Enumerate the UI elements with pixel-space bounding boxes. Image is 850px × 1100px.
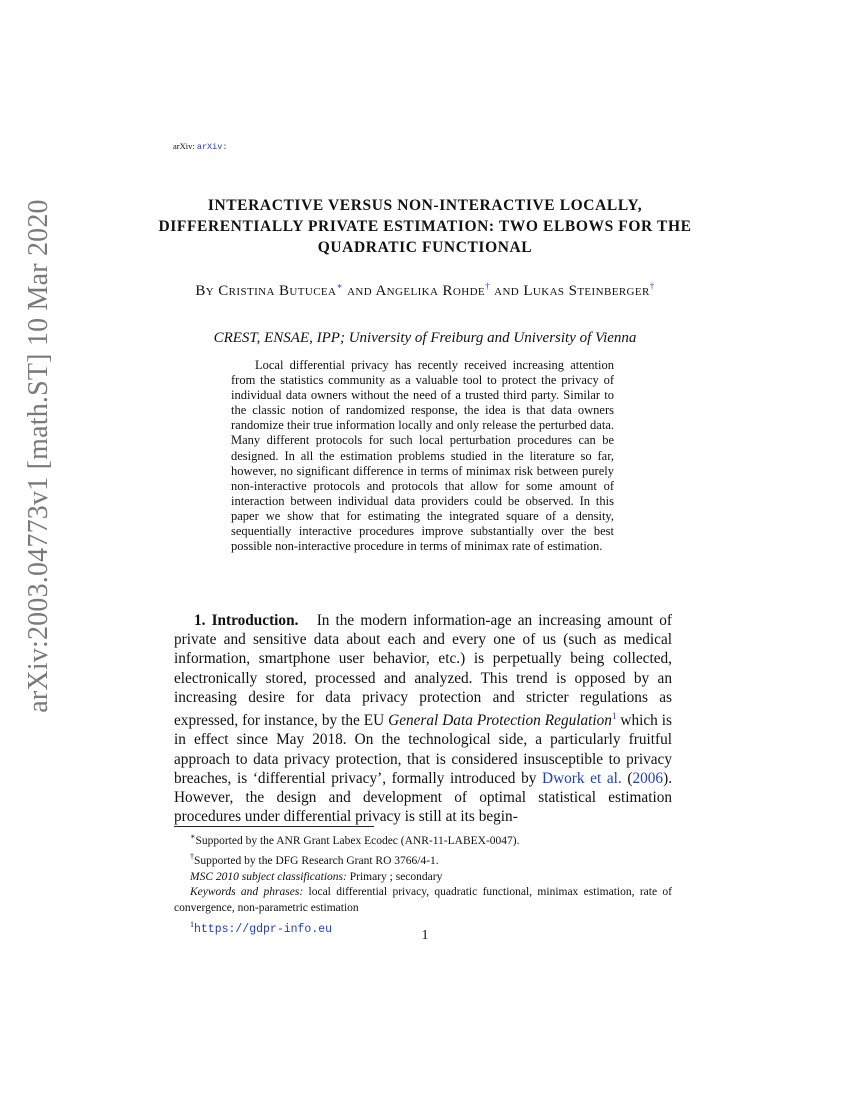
page-number: 1 xyxy=(421,928,429,943)
msc-label: MSC 2010 subject classifications: xyxy=(190,870,347,883)
keywords-text: local differential privacy, quadratic functional, minimax estimation, rate of convergence, non-parametric estimation xyxy=(174,886,672,915)
footnote-mark: 1 xyxy=(190,919,194,929)
citation-paren: ) xyxy=(663,769,669,787)
intro-text: which is in effect since May 2018. On the technological side, a particularly fruitful approach to data privacy protection, that is considered insusceptible to privacy breaches, is ‘differential privacy’, formally introduced by xyxy=(174,712,672,787)
by-label: By xyxy=(195,283,219,299)
introduction-section xyxy=(174,611,672,826)
footnote-text: Supported by the DFG Research Grant RO 3766/4-1. xyxy=(194,855,439,868)
msc-text: Primary ; secondary xyxy=(346,870,443,883)
footnote-ref-1[interactable]: 1 xyxy=(611,711,617,722)
author-rohde: Angelika Rohde xyxy=(375,283,486,299)
paper-title: INTERACTIVE VERSUS NON-INTERACTIVE LOCALLY, DIFFERENTIALLY PRIVATE ESTIMATION: TWO ELBOWS FOR THE QUADRATIC FUNCTIONAL xyxy=(158,197,692,256)
footnotes xyxy=(174,829,672,937)
journal-header xyxy=(173,141,227,152)
citation-author-link[interactable]: Dwork et al. xyxy=(542,769,622,787)
header-prefix: arXiv: xyxy=(173,141,195,151)
footnote-mark-star[interactable]: ∗ xyxy=(336,281,343,291)
footnote-dfg xyxy=(174,849,672,869)
author-steinberger: Lukas Steinberger xyxy=(523,283,650,299)
intro-text: . However, the design and development of optimal statistical estimation procedures under differential privacy is still at its begin- xyxy=(174,769,673,826)
affiliations: CREST, ENSAE, IPP; University of Freiburg and University of Vienna xyxy=(213,330,637,346)
footnote-mark: ∗ xyxy=(190,832,196,841)
footnote-anr xyxy=(174,829,672,849)
footnote-mark-dagger[interactable]: † xyxy=(649,281,655,291)
and-label: and xyxy=(342,283,376,299)
intro-text: In the modern information-age an increasing amount of private and sensitive data about each and every one of us (such as medical information, smartphone user behavior, etc.) is perpetually being collected, electronically stored, processed and analyzed. This trend is opposed by an increasing desire for data privacy protection and stricter regulations as expressed, for instance, by the EU xyxy=(174,612,672,730)
gdpr-url-link[interactable]: https://gdpr-info.eu xyxy=(194,922,333,936)
msc-classifications xyxy=(174,870,672,886)
keywords-label: Keywords and phrases: xyxy=(190,886,304,899)
author-butucea: Cristina Butucea xyxy=(218,283,337,299)
header-link[interactable]: arXiv: xyxy=(196,142,228,152)
gdpr-term: General Data Protection Regulation xyxy=(388,712,612,730)
footnote-text: Supported by the ANR Grant Labex Ecodec (ANR-11-LABEX-0047). xyxy=(195,834,520,847)
footnote-divider xyxy=(174,826,374,827)
abstract: Local differential privacy has recently received increasing attention from the statistics community as a valuable tool to protect the privacy of individual data owners without the need of a trusted third party. Similar to the classic notion of randomized response, the idea is that data owners randomize their true information locally and only release the perturbed data. Many different protocols for such local perturbation procedures can be designed. In all the estimation problems studied in the literature so far, however, no significant difference in terms of minimax risk between purely non-interactive protocols and protocols that allow for some amount of interaction between individual data providers could be observed. In this paper we show that for estimating the integrated square of a density, sequentially interactive procedures improve substantially over the best possible non-interactive procedure in terms of minimax rate of estimation. xyxy=(231,358,614,554)
and-label: and xyxy=(489,283,524,299)
keywords xyxy=(174,885,672,916)
footnote-mark: † xyxy=(190,852,194,862)
citation-year-link[interactable]: 2006 xyxy=(632,769,664,787)
citation-paren: ( xyxy=(621,769,633,787)
footnote-mark-dagger[interactable]: † xyxy=(485,281,490,291)
section-heading: 1. Introduction. xyxy=(194,612,299,629)
arxiv-sidebar-stamp xyxy=(6,199,72,713)
author-list xyxy=(160,276,690,301)
arxiv-identifier: arXiv:2003.04773v1 [math.ST] 10 Mar 2020 xyxy=(23,199,54,713)
